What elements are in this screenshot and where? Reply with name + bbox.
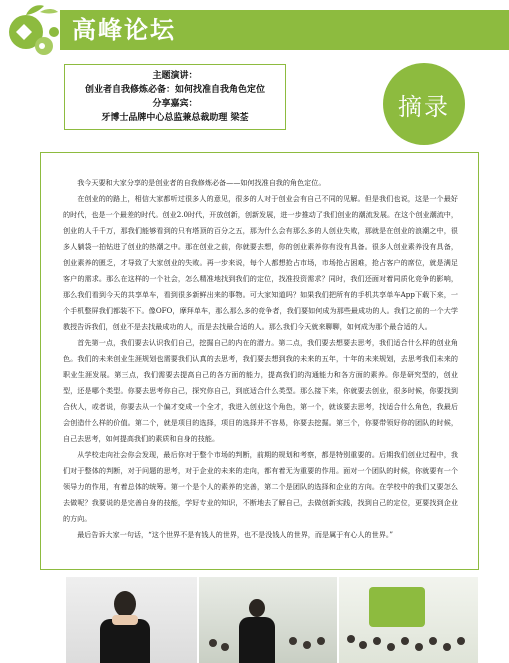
article-paragraph: 我今天要和大家分享的是创业者的自我修炼必备——如何找准自我的角色定位。 (77, 178, 326, 187)
topic-label: 主题演讲： (152, 71, 198, 81)
article-paragraph: 最后告诉大家一句话，“这个世界不是有钱人的世界，也不是没钱人的世界，而是属于有心人的世界。” (77, 530, 394, 539)
audience-photo (199, 577, 336, 663)
topic-title: 创业者自我修炼必备：如何找准自我角色定位 (84, 85, 265, 95)
speaker-photo (66, 577, 197, 663)
speaker-name: 牙博士品牌中心总监兼总裁助理 梁荃 (101, 113, 249, 123)
photo-strip (66, 577, 478, 663)
article-paragraph: 首先第一点，我们要去认识我们自己，挖掘自己的内在的潜力。第二点，我们要去想要去思考，我们适合什么样的创业角色。我们的未来创业生涯规划也需要我们认真的去思考，我们要去想到我的未来的五年，十年的未来规划，去思考我们未来的职业生涯发展。第三点，我们需要去提高自己的各方面的能力，提高我们的沟通能力和各方面的素养。你是研究型的，创业型，还是哪个类型。你要去思考你自己，探究你自己，到底适合什么类型。那么接下来，你就要去创业，很多时候，你要找到合伙人，或者说，你要去从一个偏才变成一个全才，我进入创业这个角色，第一个，就该要去思考，找适合什么角色，我最后会创造什么样的价值。第二个，就是项目的选择，项目的选择并不容易，你要去挖掘。第三个，你要带领好你的团队的时候，自己去思考，如何提高我们的素质和自身的技能。 (63, 338, 458, 443)
article-paragraph: 在创业的的路上，相信大家都听过很多人的意见，很多的人对于创业会有自己不同的见解。但是我们也说，这是一个最好的时代，也是一个最差的时代。创业2.0时代，开放创新，创新发展，进一步推动了我们创业的潮流发展。在这个创业潮流中，创业的人千千万，那我们能够看到的只有塔顶的百分之五，那为什么会有那么多的人创业失败，那就是在创业的浪潮之中，很多人躺袋一拍钻进了创业的热潮之中。那在创业之前，你就要去想，你的创业素养你有没有具备。很多人创业素养没有具备，创业素养的匮乏，才导致了大家创业的失败。再一步来说，每个人都想抢占市场，市场抢占困难，抢占客户的席位，就是满足客户的需求。那么在这样的一个社会，怎么精准地找到我们的定位，找准投资需求？同时，我们还面对着同质化竞争的影响，那么我们看到今天的共享单车，看到很多新鲜出来的事物。可大家知道吗？如果我们把所有的手机共享单车App下载下来，一个手机整屏我们都装不下。像OFO，摩拜单车，那么那么多的竞争者，我们要如何成为那些最成功的人。我们之前的一个大学教授告诉我们，创业不是去找最成功的人，而是去找最合适的人。那么我们今天就来聊聊，如何成为那个最合适的人。 (63, 194, 458, 331)
speaker-info-box (64, 64, 286, 130)
article-body (40, 152, 479, 570)
speaker-label: 分享嘉宾： (152, 99, 198, 109)
excerpt-badge: 摘录 (383, 63, 465, 145)
event-hall-photo (339, 577, 478, 663)
page-title: 高峰论坛 (72, 16, 176, 44)
article-paragraph: 从学校走向社会你会发现，最后你对于整个市场的判断，前期的规划和考察，都是特别重要的。后期我们创业过程中，我们对于整体的判断，对于问题的思考，对于企业的未来的走向，都有着无为重要的作用。面对一个团队的时候，你就要有一个领导力的作用，有着总体的统筹。第一个是个人的素养的完善，第二个是团队的选择和企业的方向。在学校中的我们又要怎么去做呢？我要说的是完善自身的技能，学好专业的知识，不断地去了解自己，去做创新实践，找到自己的定位，更要找到企业的方向。 (63, 450, 458, 523)
logo-icon (4, 2, 62, 60)
